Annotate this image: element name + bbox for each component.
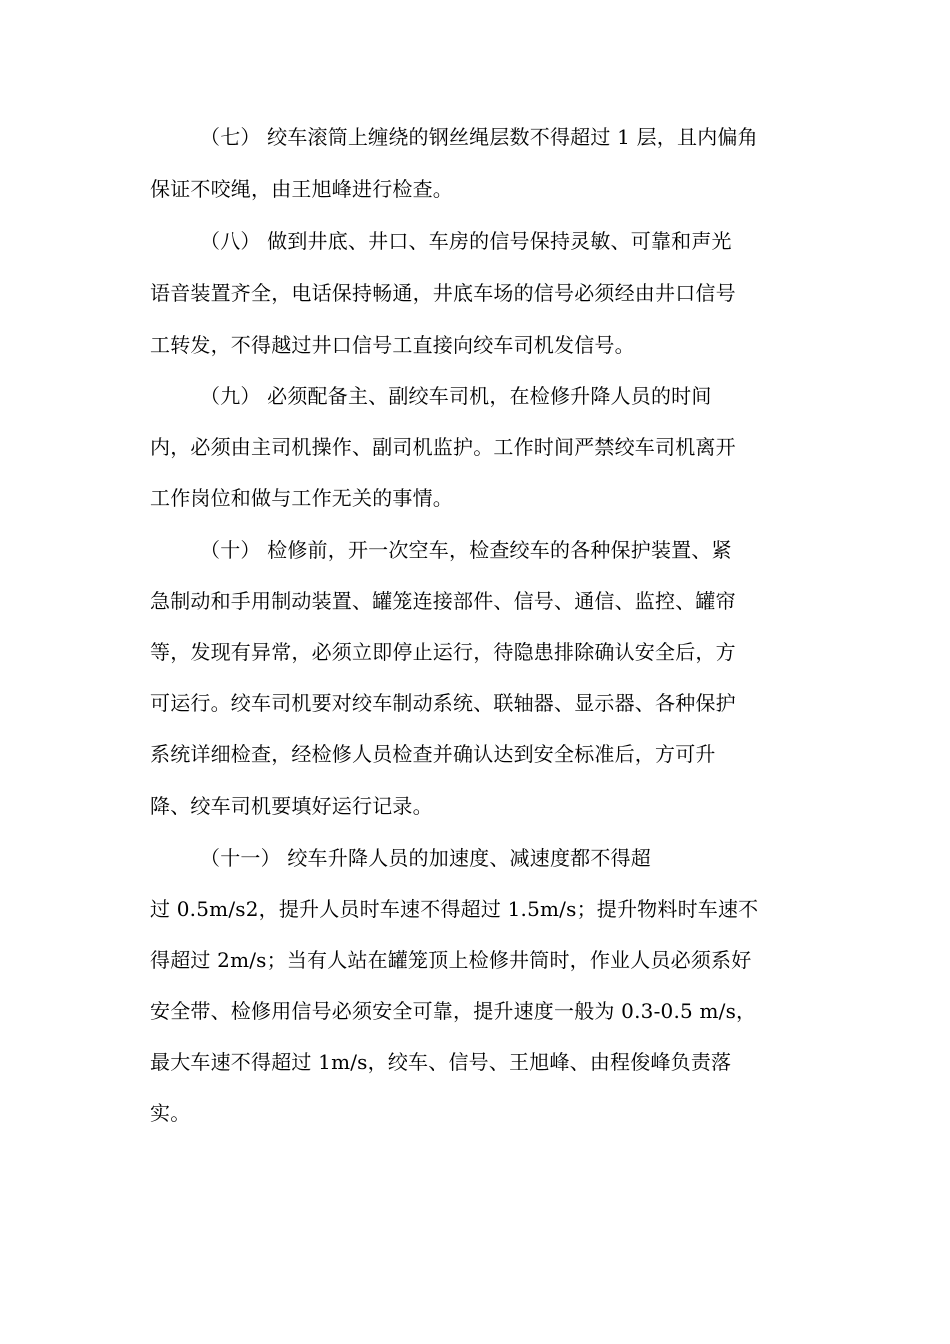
paragraph-10-line-3: 等，发现有异常，必须立即停止运行，待隐患排除确认安全后，方 bbox=[150, 640, 736, 664]
paragraph-10-line-6: 降、绞车司机要填好运行记录。 bbox=[150, 794, 433, 818]
paragraph-11-line-5: 最大车速不得超过 1m/s，绞车、信号、王旭峰、由程俊峰负责落 bbox=[150, 1050, 732, 1074]
paragraph-11-line-4: 安全带、检修用信号必须安全可靠，提升速度一般为 0.3-0.5 m/s， bbox=[150, 999, 757, 1023]
paragraph-11-line-1: （十一） 绞车升降人员的加速度、减速度都不得超 bbox=[200, 846, 651, 870]
paragraph-8-line-1: （八） 做到井底、井口、车房的信号保持灵敏、可靠和声光 bbox=[200, 229, 732, 253]
paragraph-11-line-6: 实。 bbox=[150, 1101, 191, 1125]
paragraph-11-line-2: 过 0.5m/s2，提升人员时车速不得超过 1.5m/s；提升物料时车速不 bbox=[150, 897, 759, 921]
paragraph-10-line-4: 可运行。绞车司机要对绞车制动系统、联轴器、显示器、各种保护 bbox=[150, 691, 736, 715]
paragraph-7-line-1: （七） 绞车滚筒上缠绕的钢丝绳层数不得超过 1 层，且内偏角 bbox=[200, 125, 758, 149]
paragraph-9-line-2: 内，必须由主司机操作、副司机监护。工作时间严禁绞车司机离开 bbox=[150, 435, 736, 459]
paragraph-8-line-2: 语音装置齐全，电话保持畅通，井底车场的信号必须经由井口信号 bbox=[150, 281, 736, 305]
paragraph-10-line-2: 急制动和手用制动装置、罐笼连接部件、信号、通信、监控、罐帘 bbox=[150, 589, 736, 613]
paragraph-9-line-3: 工作岗位和做与工作无关的事情。 bbox=[150, 486, 453, 510]
paragraph-8-line-3: 工转发，不得越过井口信号工直接向绞车司机发信号。 bbox=[150, 333, 635, 357]
paragraph-10-line-5: 系统详细检查，经检修人员检查并确认达到安全标准后，方可升 bbox=[150, 742, 716, 766]
paragraph-9-line-1: （九） 必须配备主、副绞车司机，在检修升降人员的时间 bbox=[200, 384, 712, 408]
paragraph-7-line-2: 保证不咬绳，由王旭峰进行检查。 bbox=[150, 177, 453, 201]
paragraph-10-line-1: （十） 检修前，开一次空车，检查绞车的各种保护装置、紧 bbox=[200, 538, 732, 562]
paragraph-11-line-3: 得超过 2m/s；当有人站在罐笼顶上检修井筒时，作业人员必须系好 bbox=[150, 948, 752, 972]
